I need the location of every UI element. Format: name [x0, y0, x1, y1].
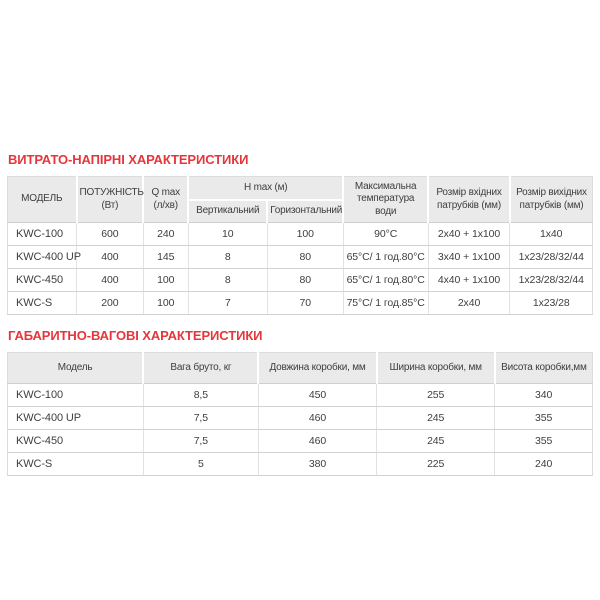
- cell-hmax-horizontal: 80: [267, 246, 343, 269]
- cell-qmax: 100: [143, 292, 188, 315]
- cell-box-width: 255: [377, 384, 495, 407]
- col-header-inlet-size: Розмір вхідних патрубків (мм): [428, 177, 510, 223]
- cell-model: KWC-S: [8, 453, 144, 476]
- cell-power: 600: [77, 223, 144, 246]
- table-row: [8, 246, 593, 269]
- table-row: [8, 384, 593, 407]
- cell-gross-weight: 8,5: [143, 384, 258, 407]
- cell-box-width: 245: [377, 430, 495, 453]
- cell-box-height: 355: [495, 430, 593, 453]
- flow-header-row-1: [8, 177, 593, 200]
- col-header-model: МОДЕЛЬ: [8, 177, 77, 223]
- table-row: [8, 292, 593, 315]
- table-row: [8, 453, 593, 476]
- cell-outlet-size: 1x23/28/32/44: [510, 246, 593, 269]
- cell-gross-weight: 7,5: [143, 407, 258, 430]
- cell-inlet-size: 2x40: [428, 292, 510, 315]
- cell-outlet-size: 1x23/28/32/44: [510, 269, 593, 292]
- cell-model: KWC-100: [8, 384, 144, 407]
- cell-inlet-size: 4x40 + 1x100: [428, 269, 510, 292]
- cell-box-length: 460: [258, 430, 376, 453]
- cell-inlet-size: 3x40 + 1x100: [428, 246, 510, 269]
- col-header-gross-weight: Вага бруто, кг: [143, 353, 258, 384]
- cell-model: KWC-450: [8, 430, 144, 453]
- cell-qmax: 145: [143, 246, 188, 269]
- cell-inlet-size: 2x40 + 1x100: [428, 223, 510, 246]
- flow-section-title: ВИТРАТО-НАПІРНІ ХАРАКТЕРИСТИКИ: [8, 152, 249, 167]
- cell-max-temp: 65°С/ 1 год.80°С: [343, 246, 428, 269]
- cell-box-height: 240: [495, 453, 593, 476]
- col-header-model: Модель: [8, 353, 144, 384]
- cell-model: KWC-S: [8, 292, 77, 315]
- cell-gross-weight: 5: [143, 453, 258, 476]
- col-header-max-temp: Максимальна температура води: [343, 177, 428, 223]
- spec-sheet: [7, 152, 593, 476]
- col-header-power: ПОТУЖНІСТЬ (Вт): [77, 177, 144, 223]
- table-row: [8, 430, 593, 453]
- cell-box-height: 340: [495, 384, 593, 407]
- cell-box-length: 460: [258, 407, 376, 430]
- col-header-vertical: Вертикальний: [188, 200, 267, 223]
- cell-hmax-horizontal: 70: [267, 292, 343, 315]
- cell-power: 400: [77, 269, 144, 292]
- cell-hmax-vertical: 8: [188, 269, 267, 292]
- cell-max-temp: 90°С: [343, 223, 428, 246]
- table-row: [8, 223, 593, 246]
- cell-hmax-vertical: 7: [188, 292, 267, 315]
- cell-model: KWC-400 UP: [8, 246, 77, 269]
- table-row: [8, 407, 593, 430]
- cell-model: KWC-400 UP: [8, 407, 144, 430]
- flow-pressure-table: [7, 176, 593, 315]
- table-row: [8, 269, 593, 292]
- cell-qmax: 100: [143, 269, 188, 292]
- cell-box-length: 380: [258, 453, 376, 476]
- cell-power: 200: [77, 292, 144, 315]
- cell-box-length: 450: [258, 384, 376, 407]
- cell-box-width: 225: [377, 453, 495, 476]
- cell-max-temp: 75°С/ 1 год.85°С: [343, 292, 428, 315]
- col-header-box-length: Довжина коробки, мм: [258, 353, 376, 384]
- col-header-qmax: Q max (л/хв): [143, 177, 188, 223]
- cell-max-temp: 65°С/ 1 год.80°С: [343, 269, 428, 292]
- col-header-outlet-size: Розмір вихідних патрубків (мм): [510, 177, 593, 223]
- cell-hmax-vertical: 8: [188, 246, 267, 269]
- col-header-hmax: H max (м): [188, 177, 343, 200]
- cell-hmax-horizontal: 100: [267, 223, 343, 246]
- dimensions-weight-table: [7, 352, 593, 476]
- cell-outlet-size: 1x40: [510, 223, 593, 246]
- cell-hmax-vertical: 10: [188, 223, 267, 246]
- cell-outlet-size: 1x23/28: [510, 292, 593, 315]
- cell-model: KWC-100: [8, 223, 77, 246]
- cell-model: KWC-450: [8, 269, 77, 292]
- cell-hmax-horizontal: 80: [267, 269, 343, 292]
- cell-box-width: 245: [377, 407, 495, 430]
- dimensions-section-title: ГАБАРИТНО-ВАГОВІ ХАРАКТЕРИСТИКИ: [8, 328, 263, 343]
- col-header-box-height: Висота коробки,мм: [495, 353, 593, 384]
- col-header-horizontal: Горизонтальний: [267, 200, 343, 223]
- dimensions-header-row: [8, 353, 593, 384]
- cell-gross-weight: 7,5: [143, 430, 258, 453]
- cell-power: 400: [77, 246, 144, 269]
- cell-box-height: 355: [495, 407, 593, 430]
- cell-qmax: 240: [143, 223, 188, 246]
- col-header-box-width: Ширина коробки, мм: [377, 353, 495, 384]
